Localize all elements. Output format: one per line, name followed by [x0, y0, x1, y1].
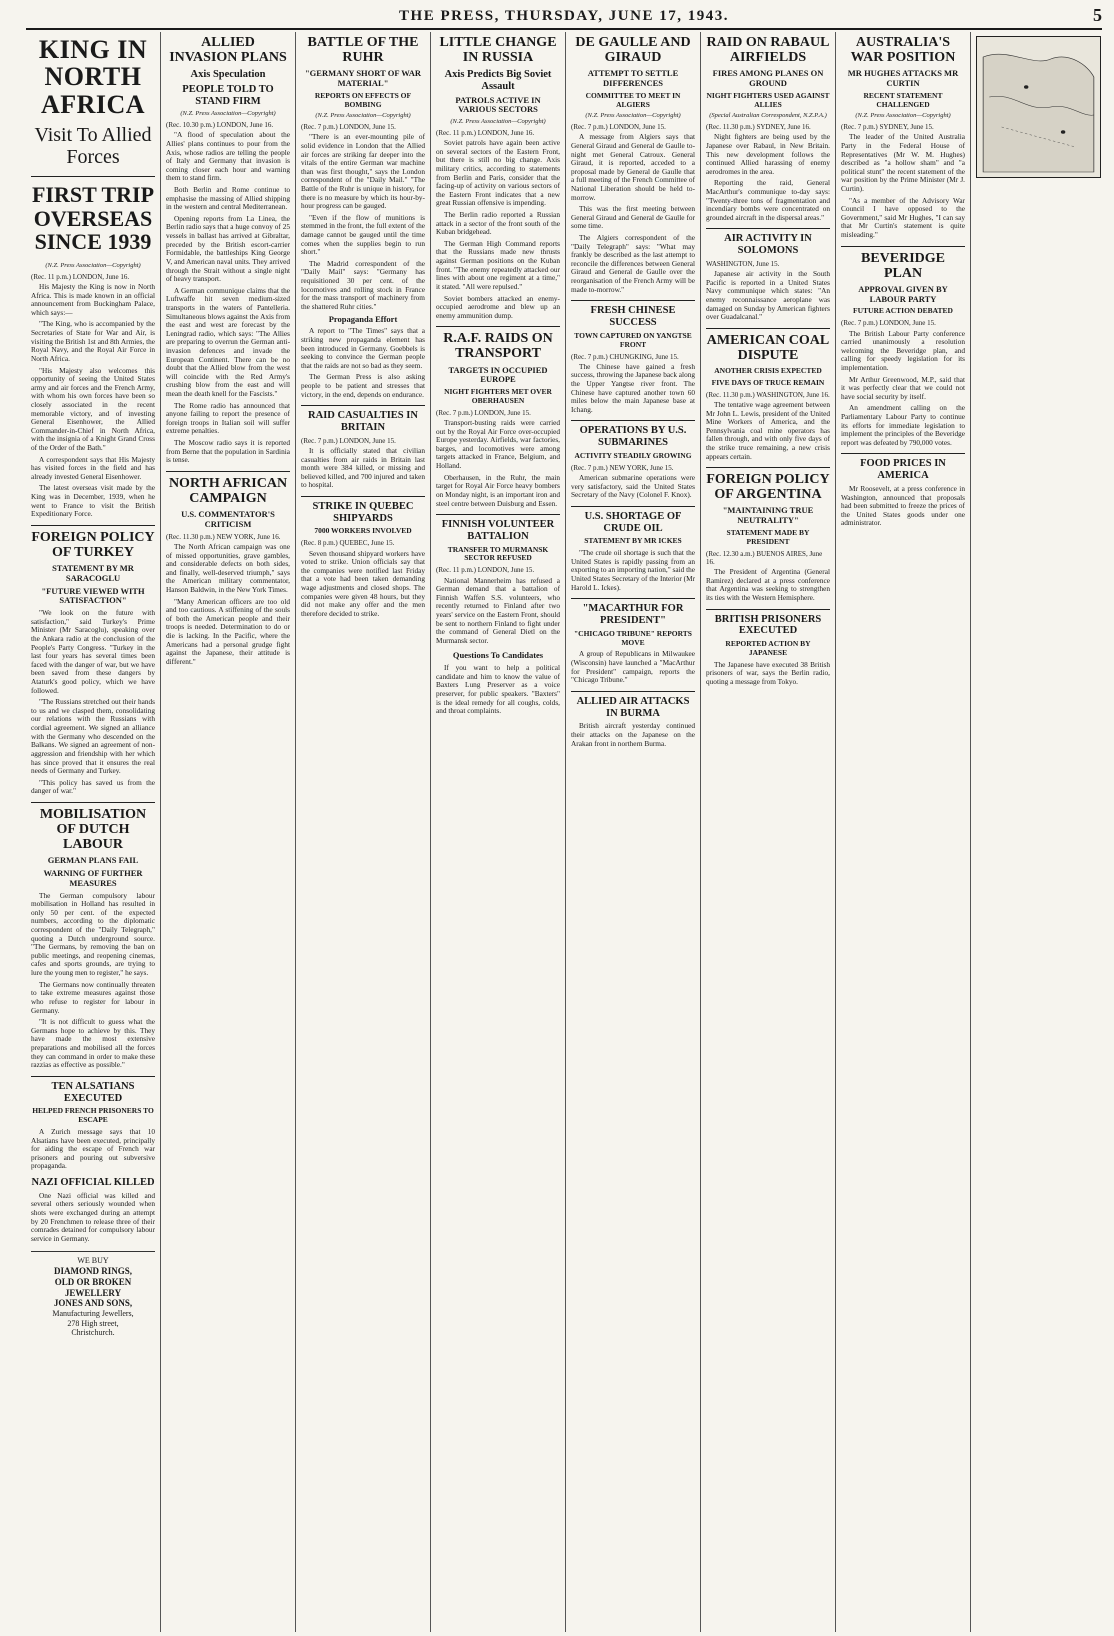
article-body [31, 1192, 155, 1244]
article-body [166, 131, 290, 465]
paragraph: "Many American officers are too old and too cautious. A stiffening of the souls of both the American people and their troops is needed. Determination to do or die is lacking. In the Pacific, where the Americans had a personal grudge fight against the Japanese, their attitude is different." [166, 596, 290, 666]
article-body [706, 568, 830, 602]
subheadline: TOWN CAPTURED ON YANGTSE FRONT [574, 330, 692, 349]
column-2 [161, 32, 296, 1632]
paragraph: A correspondent says that His Majesty has visited forces in the field and has already invested General Eisenhower. [31, 454, 155, 481]
paragraph: "This policy has saved us from the danger of war." [31, 777, 155, 796]
paragraph: Oberhausen, in the Ruhr, the main target for Royal Air Force heavy bombers on Monday night, is an important iron and steel centre between Duisburg and Essen. [436, 472, 560, 508]
paragraph: "Even if the flow of munitions is stemmed in the front, the full extent of the damage cannot be gauged until the time comes when the supplies begin to run short." [301, 212, 425, 257]
divider [301, 496, 425, 497]
column-7 [836, 32, 971, 1632]
dateline: (Rec. 8 p.m.) QUEBEC, June 15. [301, 539, 395, 548]
headline: FOOD PRICES IN AMERICA [860, 458, 946, 482]
subheadline: FIVE DAYS OF TRUCE REMAIN [711, 377, 825, 387]
divider [571, 420, 695, 421]
paragraph: "His Majesty also welcomes this opportunity of seeing the United States army and air forces and the French Army, with whom his own forces have been so closely associated in the recent memorable victory, and of investing General Eisenhower, the Allied Commander-in-Chief in North Africa, with the insignia of a Knight Grand Cross of the Order of the Bath." [31, 365, 155, 453]
article-body [841, 330, 965, 448]
dateline: WASHINGTON, June 15. [706, 259, 780, 268]
headline: LITTLE CHANGE IN RUSSIA [439, 35, 557, 66]
paragraph: A report to "The Times" says that a striking new propaganda element has been introduced in Germany. Goebbels is seeking to convince the German people that the raids are not so bad as they seem. [301, 326, 425, 370]
dateline: (Rec. 7 p.m.) LONDON, June 15. [436, 408, 531, 417]
article-finnish-battalion [436, 519, 560, 645]
subheadline: REPORTS ON EFFECTS OF BOMBING [314, 90, 412, 109]
column-1 [26, 32, 161, 1632]
divider [436, 514, 560, 515]
article-body [841, 133, 965, 239]
column-6 [701, 32, 836, 1632]
paragraph: Soviet patrols have again been active on several sectors of the Eastern Front, but there is still no big change. Axis military critics, according to statements from Berlin and Paris, consider that the facing-up of activity on various sectors of the Eastern Front indicates that a new great Russian offensive is impending. [436, 138, 560, 208]
headline: BEVERIDGE PLAN [860, 250, 946, 281]
divider [706, 228, 830, 229]
dateline: (Rec. 12.30 a.m.) BUENOS AIRES, June 16. [706, 549, 823, 566]
article-raid-casualties [301, 410, 425, 490]
ad-line: Christchurch. [71, 1328, 115, 1338]
subheadline: STATEMENT BY MR ICKES [584, 536, 682, 546]
ad-line: Manufacturing Jewellers, [52, 1309, 134, 1319]
paragraph: An amendment calling on the Parliamentary Labour Party to continue its efforts for immediate legislation to implement the principles of the Beveridge report was defeated by 790,000 votes. [841, 403, 965, 447]
headline: ALLIED INVASION PLANS [169, 35, 287, 66]
article-body [301, 327, 425, 399]
subheadline: "MAINTAINING TRUE NEUTRALITY" [722, 505, 814, 526]
paragraph: Opening reports from La Linea, the Berlin radio says that a huge convoy of 25 vessels in ballast has arrived at Gibraltar, preceded by the British escort-carrier Formidable, the battleships King George V, and American naval units. They arrived through the Strait without a single night of heavy transport. [166, 213, 290, 284]
article-crude-oil [571, 511, 695, 592]
headline: FRESH CHINESE SUCCESS [590, 305, 676, 329]
article-body [301, 133, 425, 311]
subheadline: APPROVAL GIVEN BY LABOUR PARTY [858, 283, 948, 304]
headline: FOREIGN POLICY OF ARGENTINA [706, 472, 830, 503]
headline: RAID CASUALTIES IN BRITAIN [308, 410, 418, 433]
paragraph: The German High Command reports that the Russians made new thrusts against German positions on the Kuban front. "The enemy repeatedly attacked our lines with about one regiment at a time," it stated. "All were repulsed." [436, 238, 560, 291]
subheadline: Axis Predicts Big Soviet Assault [444, 69, 552, 92]
paragraph: Mr Roosevelt, at a press conference in Washington, announced that proposals had been submitted to freeze the prices of the United States goods under one administrator. [841, 483, 965, 528]
headline: MOBILISATION OF DUTCH LABOUR [39, 806, 147, 853]
paragraph: Night fighters are being used by the Japanese over Rabaul, in New Britain. This new development follows the continued Allied harassing of enemy aerodromes in the area. [706, 132, 830, 176]
paragraph: The Madrid correspondent of the "Daily Mail" says: "Germany has requisitioned 30 per cent. of the locomotives and rolling stock in France for the mass transport of machinery from the shattered Ruhr cities." [301, 258, 425, 311]
headline: NAZI OFFICIAL KILLED [31, 1177, 155, 1189]
map-graphic [977, 37, 1100, 177]
subheadline: "FUTURE VIEWED WITH SATISFACTION" [41, 585, 145, 606]
article-beveridge [841, 251, 965, 448]
paragraph: A Zurich message says that 10 Alsatians have been executed, principally for aiding the escape of French war prisoners and pouring out subversive propaganda. [31, 1126, 155, 1171]
article-food-prices [841, 458, 965, 528]
subheadline: HELPED FRENCH PRISONERS TO ESCAPE [32, 1106, 154, 1125]
article-coal-dispute [706, 333, 830, 461]
paragraph: This was the first meeting between General Giraud and General de Gaulle for some time. [571, 204, 695, 231]
subheadline: GERMAN PLANS FAIL [47, 855, 139, 866]
article-ruhr [301, 35, 425, 399]
article-invasion-plans [166, 35, 290, 465]
ad-line: JONES AND SONS, [53, 1298, 133, 1309]
subheadline: ANOTHER CRISIS EXPECTED [714, 366, 822, 376]
paragraph: American submarine operations were very satisfactory, said the United States Secretary of the Navy (Colonel F. Knox). [571, 473, 695, 500]
column-5 [566, 32, 701, 1632]
article-dutch-labour [31, 807, 155, 1070]
article-alsatians [31, 1081, 155, 1171]
section-heading: Propaganda Effort [328, 313, 398, 324]
subheadline: FUTURE ACTION DEBATED [853, 306, 953, 316]
column-4 [431, 32, 566, 1632]
paragraph: A German communique claims that the Luftwaffe hit seven medium-sized transports in the waters of Pantelleria. Simultaneous blows against the Axis from the east and west are forecast by the Leningrad radio, which says: "The Allies are preparing to overrun the German anti-invasion defences and invade the European Continent. There can be no doubt that the Allied blow from the west will coincide with the Red Army's crushing blow from the east and will mean the death knell for the Fascists." [166, 285, 290, 399]
dateline: (Rec. 11.30 p.m.) WASHINGTON, June 16. [706, 390, 830, 399]
headline: BATTLE OF THE RUHR [307, 35, 419, 66]
paragraph: A message from Algiers says that General Giraud and General de Gaulle to-night met General Catroux. General Giraud, it is reported, acceded to a proposal made by General de Gaulle that a full meeting of the French Committee of National Liberation should be held to-morrow. [571, 132, 695, 202]
paragraph: The North African campaign was one of missed opportunities, grave gambles, and considerable defects on both sides, and finally, well-deserved triumph," says the American military commentator, Hanson Baldwin, in the New York Times. [166, 541, 290, 594]
article-king-north-africa [31, 36, 155, 519]
subheadline: 7000 WORKERS INVOLVED [314, 526, 412, 536]
paragraph: Seven thousand shipyard workers have voted to strike. Union officials say that the companies were notified last Friday that a vote had been taken demanding wage adjustments and closed shops. The companies were given 48 hours, but they did not make any offer and the men therefore decided to strike. [301, 548, 425, 618]
headline: AIR ACTIVITY IN SOLOMONS [724, 233, 812, 257]
article-body [706, 270, 830, 322]
article-body [706, 401, 830, 461]
divider [31, 525, 155, 526]
paragraph: "A flood of speculation about the Allies' plans continues to pour from the Axis, whose radios are telling the people of Italy and Germany that invasion is coming closer each hour and warning them to stand firm. [166, 130, 290, 183]
divider [31, 802, 155, 803]
article-body [436, 139, 560, 320]
paragraph: "As a member of the Advisory War Council I have opposed to the Government," said Mr Hughes, "I can say that Mr Curtin's statement is quite misleading." [841, 195, 965, 240]
paragraph: The Berlin radio reported a Russian attack in a sector of the front south of the Kuban bridgehead. [436, 210, 560, 237]
article-body [31, 892, 155, 1070]
paragraph: Japanese air activity in the South Pacific is reported in a United States Navy communique which states: "An enemy reconnaissance aeroplane was damaged on Sunday by American fighters over Guadalcanal." [706, 269, 830, 322]
article-russia [436, 35, 560, 320]
credit-line: (N.Z. Press Association—Copyright) [855, 112, 951, 120]
divider [31, 1076, 155, 1077]
paragraph: The latest overseas visit made by the King was in December, 1939, when he went to France to visit the British Expeditionary Force. [31, 483, 155, 519]
paragraph: "The Russians stretched out their hands to us and we clasped them, consolidating our relations with the Russians with cordial agreement. We signed an alliance with the Germany who descended on the Balkans. We signed an agreement of non-aggression and friendship with her which has since proved that it ensures the real needs of Germany and Turkey. [31, 697, 155, 776]
subheadline: STATEMENT MADE BY PRESIDENT [726, 528, 810, 546]
article-body [571, 549, 695, 592]
column-8 [971, 32, 1106, 1632]
headline: R.A.F. RAIDS ON TRANSPORT [443, 331, 553, 362]
article-body [571, 133, 695, 294]
credit-line: (Special Australian Correspondent, N.Z.P.A.) [709, 112, 827, 120]
subheadline: Visit To Allied Forces [34, 123, 152, 168]
article-body [571, 474, 695, 500]
headline: U.S. SHORTAGE OF CRUDE OIL [584, 510, 682, 534]
subheadline: PATROLS ACTIVE IN VARIOUS SECTORS [455, 94, 541, 115]
article-nazi-official [31, 1177, 155, 1243]
masthead-title: THE PRESS, THURSDAY, JUNE 17, 1943. [399, 7, 729, 24]
paragraph: The British Labour Party conference carried unanimously a resolution welcoming the Beveridge plan, and calling for speedy legislation for its implementation. [841, 328, 965, 372]
headline: TEN ALSATIANS EXECUTED [51, 1080, 135, 1104]
subheadline: NIGHT FIGHTERS USED AGAINST ALLIES [706, 90, 830, 109]
paragraph: The Rome radio has announced that anyone failing to report the presence of foreign troops in Italian soil will suffer extreme penalties. [166, 400, 290, 436]
dateline: (Rec. 7 p.m.) CHUNGKING, June 15. [571, 352, 679, 361]
paragraph: The Japanese have executed 38 British prisoners of war, says the Berlin radio, quoting a message from Tokyo. [706, 659, 830, 687]
paragraph: The German Press is also asking people to be patient and stresses that victory, in the end, depends on endurance. [301, 372, 425, 399]
credit-line: (N.Z. Press Association—Copyright) [180, 110, 276, 118]
article-north-african-campaign [166, 476, 290, 667]
paragraph: Both Berlin and Rome continue to emphasise the massing of Allied shipping in the western and central Mediterranean. [166, 185, 290, 212]
dateline: (Rec. 7 p.m.) LONDON, June 15. [571, 123, 666, 132]
ad-line: OLD OR BROKEN JEWELLERY [54, 1276, 132, 1298]
subheadline: "GERMANY SHORT OF WAR MATERIAL" [304, 68, 422, 88]
subheadline: U.S. COMMENTATOR'S CRITICISM [181, 509, 275, 529]
paragraph: Reporting the raid, General MacArthur's communique to-day says: "Twenty-three tons of fragmentation and incendiary bombs were concentrated on grounded aircraft in the dispersal areas." [706, 178, 830, 222]
article-body [301, 550, 425, 619]
subheadline: ATTEMPT TO SETTLE DIFFERENCES [587, 68, 679, 88]
paragraph: It is officially stated that civilian casualties from air raids in Britain last month were 384 killed, or missing and believed killed, and 700 injured and taken to hospital. [301, 445, 425, 490]
divider [31, 176, 155, 177]
headline: FOREIGN POLICY OF TURKEY [31, 529, 155, 560]
article-body [436, 664, 560, 716]
paragraph: The President of Argentina (General Ramirez) declared at a press conference that Argentina was seeking to strengthen its ties with the Western Hemisphere. [706, 567, 830, 603]
headline: AUSTRALIA'S WAR POSITION [850, 35, 956, 66]
dateline: (Rec. 11.30 p.m.) SYDNEY, June 16. [706, 123, 811, 132]
dateline: (Rec. 11.30 p.m.) NEW YORK, June 16. [166, 532, 281, 541]
article-body [436, 577, 560, 646]
divider [436, 326, 560, 327]
subheadline: COMMITTEE TO MEET IN ALGIERS [585, 90, 681, 109]
article-rabaul [706, 35, 830, 222]
article-de-gaulle-giraud [571, 35, 695, 294]
columns [26, 32, 1106, 1632]
paragraph: The leader of the United Australia Party in the Federal House of Representatives (Mr W. M. Hughes) described as "a hollow sham" and "a political stunt" the recent statement of the war position by the Prime Minister (Mr J. Curtin). [841, 132, 965, 193]
article-body [571, 650, 695, 684]
divider [301, 405, 425, 406]
paragraph: The tentative wage agreement between Mr John L. Lewis, president of the United Mine Workers of America, and the Pennsylvania coal mine operators has fallen through, and with only five days of the strike truce remaining, a new crisis appears certain. [706, 400, 830, 461]
paragraph: The Moscow radio says it is reported from Berne that the population in Sardinia is tense. [166, 438, 290, 465]
article-body [841, 485, 965, 528]
paragraph: The Germans now continually threaten to take extreme measures against those who refuse to register for labour in Germany. [31, 979, 155, 1015]
dateline: (Rec. 10.30 p.m.) LONDON, June 16. [166, 121, 274, 130]
subheadline: "CHICAGO TRIBUNE" REPORTS MOVE [574, 628, 692, 647]
credit-line: (N.Z. Press Association—Copyright) [315, 112, 411, 120]
divider [571, 506, 695, 507]
paragraph: National Mannerheim has refused a German demand that a battalion of Finnish Waffen S.S. volunteers, who recently returned to Finland after two years' service on the Eastern Front, should be sent to northern Finland to fight under the command of General Dietl on the Murmansk sector. [436, 575, 560, 645]
subheadline: FIRES AMONG PLANES ON GROUND [712, 68, 824, 88]
paragraph: Soviet bombers attacked an enemy-occupied aerodrome and blew up an enemy ammunition dump. [436, 293, 560, 320]
dateline: (Rec. 7 p.m.) LONDON, June 15. [301, 123, 396, 132]
paragraph: "It is not difficult to guess what the Germans hope to achieve by this. They have made the most extensive preparations and mobilised all the forces they can command in order to make these razzias as effective as possible." [31, 1017, 155, 1070]
article-australia [841, 35, 965, 240]
article-body [571, 363, 695, 415]
dateline: (Rec. 11 p.m.) LONDON, June 16. [31, 272, 130, 281]
article-body [301, 447, 425, 490]
article-quebec-strike [301, 501, 425, 618]
paragraph: "The crude oil shortage is such that the United States is rapidly passing from an exporting to an importing nation," said the United States Secretary of the Interior (Mr Harold L. Ickes). [571, 548, 696, 592]
paragraph: "There is an ever-mounting pile of solid evidence in London that the Allied air forces are striking far deeper into the vitals of the entire German war machine than was first thought," says the London correspondent of the "Daily Mail." "The Battle of the Ruhr is unique in history, for there is no measure by which its hour-by-hour progress can be gauged. [301, 132, 425, 211]
paragraph: The Chinese have gained a fresh success, throwing the Japanese back along the Upper Yangtse river front. The Chinese have captured another town 60 miles below the main Japanese base at Ichang. [571, 361, 696, 414]
subheadline: REPORTED ACTION BY JAPANESE [725, 639, 811, 657]
article-raf-raids [436, 331, 560, 508]
divider [571, 691, 695, 692]
headline: OPERATIONS BY U.S. SUBMARINES [579, 425, 687, 449]
paragraph: "The King, who is accompanied by the Secretaries of State for War and Air, is visiting the British 1st and 8th Armies, the Royal Navy, and the Royal Air Force in North Africa. [31, 319, 155, 363]
headline: STRIKE IN QUEBEC SHIPYARDS [312, 500, 414, 524]
paragraph: A group of Republicans in Milwaukee (Wisconsin) have launched a "MacArthur for President" campaign, reports the "Chicago Tribune." [571, 649, 695, 685]
headline: BRITISH PRISONERS EXECUTED [714, 613, 822, 637]
subheadline: WARNING OF FURTHER MEASURES [43, 868, 143, 888]
headline: "MACARTHUR FOR PRESIDENT" [582, 603, 684, 626]
divider [706, 467, 830, 468]
subheadline: MR HUGHES ATTACKS MR CURTIN [847, 68, 959, 88]
paragraph: If you want to help a political candidate and him to know the value of Baxters Lung Preserver as a voice preserver, for public speakers. "Baxters" is the ideal remedy for all coughs, colds, and throat complaints. [436, 663, 560, 716]
subheadline: PEOPLE TOLD TO STAND FIRM [182, 83, 274, 107]
divider [571, 598, 695, 599]
paragraph: Mr Arthur Greenwood, M.P., said that it was perfectly clear that we could not have social security by itself. [841, 374, 965, 401]
advertisement-candidates [436, 651, 560, 715]
map-illustration [976, 36, 1101, 178]
divider [841, 246, 965, 247]
article-body [31, 1128, 155, 1171]
headline: NORTH AFRICAN CAMPAIGN [168, 475, 288, 507]
article-burma [571, 696, 695, 748]
article-body [166, 543, 290, 667]
divider [706, 328, 830, 329]
article-body [706, 133, 830, 222]
paragraph: His Majesty the King is now in North Africa. This is made known in an official announcement from Buckingham Palace, which says:— [31, 282, 155, 317]
dateline: (Rec. 11 p.m.) LONDON, June 16. [436, 128, 535, 137]
subheadline: NIGHT FIGHTERS MET OVER OBERHAUSEN [444, 387, 552, 405]
article-solomons [706, 233, 830, 321]
jewellery-advertisement [31, 1251, 155, 1338]
subheadline: TRANSFER TO MURMANSK SECTOR REFUSED [447, 544, 549, 563]
article-body [706, 661, 830, 687]
paragraph: "We look on the future with satisfaction," said Turkey's Prime Minister (Mr Saracoglu), speaking over the Ankara radio at the conclusion of the People's Party Congress. "Turkey in the last four years has several times been faced with the danger of war, but we have been saved from these dangers by Ataturk's good policy, which we have followed. [31, 608, 155, 695]
article-argentina [706, 472, 830, 602]
paragraph: Transport-busting raids were carried out by the Royal Air Force over-occupied Europe yesterday. Airfields, war factories, barges, and locomotives were among targets attacked in France, Belgium, and Holland. [436, 418, 560, 471]
ad-line: DIAMOND RINGS, [53, 1266, 132, 1277]
divider [841, 453, 965, 454]
article-us-submarines [571, 425, 695, 499]
paragraph: British aircraft yesterday continued their attacks on the Japanese on the Arakan front in northern Burma. [571, 721, 695, 748]
divider [706, 609, 830, 610]
paragraph: The German compulsory labour mobilisation in Holland has resulted in only 50 per cent. of the expected numbers, according to the diplomatic correspondent of the "Daily Telegraph," quoting a Dutch underground source. "The Germans, by removing the ban on public meetings, and reopening cinemas, cafes and sports grounds, are trying to lure the young men to register," he says. [31, 890, 155, 978]
divider [166, 471, 290, 472]
dateline: (Rec. 7 p.m.) LONDON, June 15. [301, 436, 396, 445]
headline: DE GAULLE AND GIRAUD [575, 35, 691, 66]
headline: Questions To Candidates [452, 650, 544, 661]
dateline: (Rec. 7 p.m.) NEW YORK, June 15. [571, 463, 674, 472]
article-macarthur [571, 603, 695, 685]
divider [571, 300, 695, 301]
headline: AMERICAN COAL DISPUTE [706, 332, 830, 363]
column-3 [296, 32, 431, 1632]
subheadline: RECENT STATEMENT CHALLENGED [863, 90, 943, 109]
credit-line: (N.Z. Press Association—Copyright) [585, 112, 681, 120]
subheadline: STATEMENT BY MR SARACOGLU [52, 563, 134, 583]
article-british-prisoners [706, 614, 830, 687]
article-body [571, 722, 695, 748]
headline: FINNISH VOLUNTEER BATTALION [441, 519, 555, 542]
paragraph: One Nazi official was killed and several others seriously wounded when shots were exchanged during an attempt by 20 Frenchmen to release three of their comrades detained for compulsory labour service in Germany. [31, 1190, 155, 1243]
dateline: (Rec. 7 p.m.) LONDON, June 15. [841, 319, 936, 328]
dateline: (Rec. 7 p.m.) SYDNEY, June 15. [841, 123, 934, 132]
masthead [26, 4, 1102, 30]
headline: ALLIED AIR ATTACKS IN BURMA [576, 695, 690, 719]
subheadline: Axis Speculation [190, 69, 266, 81]
credit-line: (N.Z. Press Association—Copyright) [45, 262, 141, 270]
subheadline: TARGETS IN OCCUPIED EUROPE [448, 364, 548, 385]
article-body [436, 419, 560, 508]
headline: KING IN NORTH AFRICA [38, 35, 148, 119]
subheadline: FIRST TRIP OVERSEAS SINCE 1939 [31, 181, 155, 255]
paragraph: The Algiers correspondent of the "Daily Telegraph" says: "What may frankly be described as the last attempt to reconcile the differences between General Giraud and General de Gaulle over the reorganisation of the French Army will be made to-morrow." [571, 233, 695, 294]
page-number: 5 [1093, 5, 1102, 25]
article-chinese-success [571, 305, 695, 414]
headline: RAID ON RABAUL AIRFIELDS [706, 35, 830, 66]
article-body [31, 609, 155, 796]
credit-line: (N.Z. Press Association—Copyright) [450, 118, 546, 126]
dateline: (Rec. 11 p.m.) LONDON, June 15. [436, 566, 535, 575]
ad-line: 278 High street, [67, 1318, 119, 1328]
subheadline: ACTIVITY STEADILY GROWING [574, 450, 692, 460]
article-body [31, 283, 155, 519]
ad-line: WE BUY [77, 1256, 109, 1266]
article-turkey [31, 530, 155, 796]
